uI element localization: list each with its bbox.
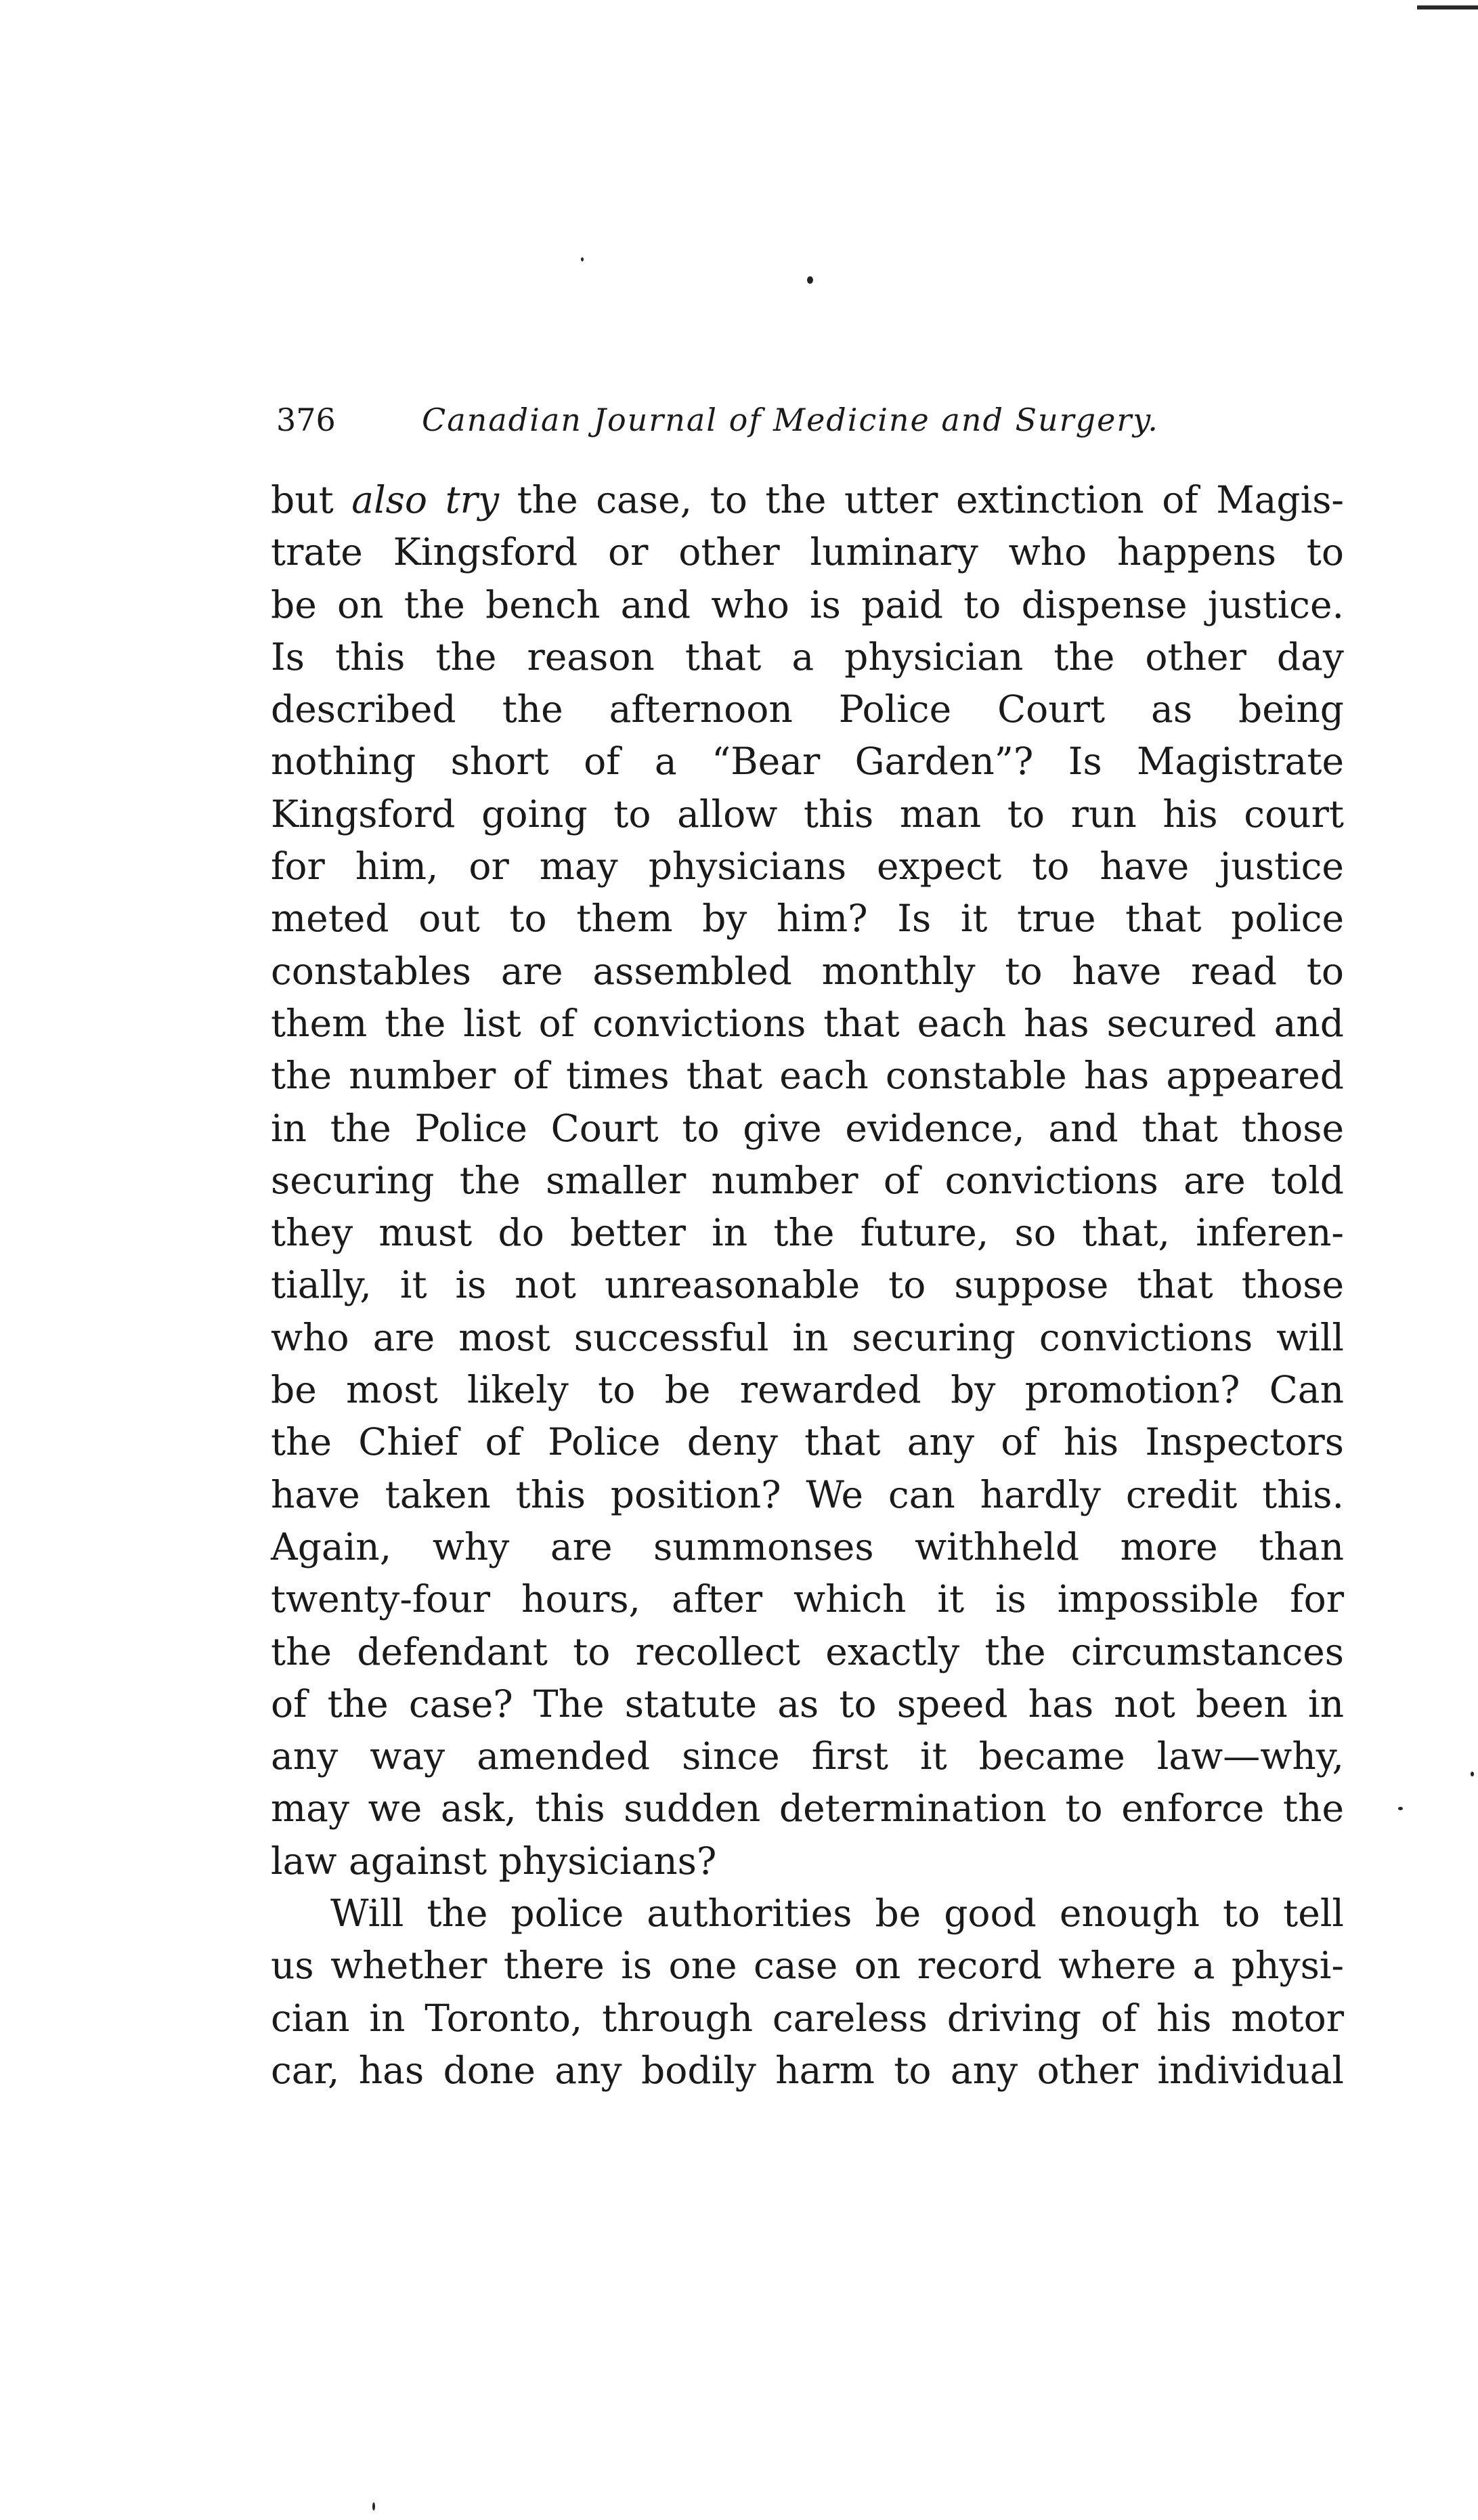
scan-speck xyxy=(372,2502,375,2511)
text-line: be most likely to be rewarded by promotion? Can xyxy=(271,1368,1344,1412)
scan-speck xyxy=(581,257,584,261)
text-line: twenty-four hours, after which it is impossible for xyxy=(271,1577,1344,1621)
text-line: meted out to them by him? Is it true that police xyxy=(271,897,1344,941)
text-line: who are most successful in securing convictions will xyxy=(271,1315,1344,1359)
text-line: nothing short of a “Bear Garden”? Is Magistrate xyxy=(271,740,1344,784)
text-line: constables are assembled monthly to have read to xyxy=(271,949,1344,993)
text-line: Kingsford going to allow this man to run his court xyxy=(271,792,1344,836)
text-line: law against physicians? xyxy=(271,1839,717,1883)
scan-speck xyxy=(1398,1807,1403,1810)
text-line: Will the police authorities be good enough to tell xyxy=(330,1892,1344,1936)
scan-speck xyxy=(807,276,813,284)
body-text xyxy=(271,474,1344,2097)
text-line: securing the smaller number of convictions are told xyxy=(271,1158,1344,1202)
text-line: described the afternoon Police Court as being xyxy=(271,687,1344,731)
text-line: cian in Toronto, through careless driving of his motor xyxy=(271,1996,1344,2040)
text-line: have taken this position? We can hardly credit this. xyxy=(271,1472,1344,1516)
text-line: any way amended since first it became law—why, xyxy=(271,1734,1344,1778)
text-line: for him, or may physicians expect to have justice xyxy=(271,845,1344,889)
text-line: in the Police Court to give evidence, and that those xyxy=(271,1106,1344,1150)
text-line: of the case? The statute as to speed has not been in xyxy=(271,1682,1344,1726)
text-line: may we ask, this sudden determination to enforce the xyxy=(271,1787,1344,1831)
scan-edge-mark xyxy=(1417,5,1478,9)
page-number: 376 xyxy=(276,402,336,438)
text-line: but also try the case, to the utter extinction of Magis- xyxy=(271,478,1345,521)
scan-speck xyxy=(1471,1772,1474,1776)
running-head xyxy=(276,396,1332,444)
text-line: car, has done any bodily harm to any other individual xyxy=(271,2048,1344,2092)
text-line: us whether there is one case on record where a physi- xyxy=(271,1944,1344,1988)
journal-title: Canadian Journal of Medicine and Surgery. xyxy=(422,402,1159,438)
paragraph xyxy=(271,474,1344,1887)
text-line: the defendant to recollect exactly the circumstances xyxy=(271,1629,1344,1673)
text-line: tially, it is not unreasonable to suppose that those xyxy=(271,1263,1344,1307)
text-line: trate Kingsford or other luminary who happens to xyxy=(271,530,1344,574)
text-line: be on the bench and who is paid to dispense justice. xyxy=(271,582,1344,626)
text-line: they must do better in the future, so that, inferen- xyxy=(271,1211,1344,1255)
text-line: the number of times that each constable has appeared xyxy=(271,1054,1344,1098)
paragraph xyxy=(271,1887,1344,2097)
italic-emphasis: also try xyxy=(351,478,500,521)
text-line: them the list of convictions that each has secured and xyxy=(271,1001,1344,1045)
text-line: the Chief of Police deny that any of his Inspectors xyxy=(271,1420,1344,1464)
text-line: Again, why are summonses withheld more than xyxy=(271,1524,1344,1568)
text-line: Is this the reason that a physician the other day xyxy=(271,635,1344,679)
